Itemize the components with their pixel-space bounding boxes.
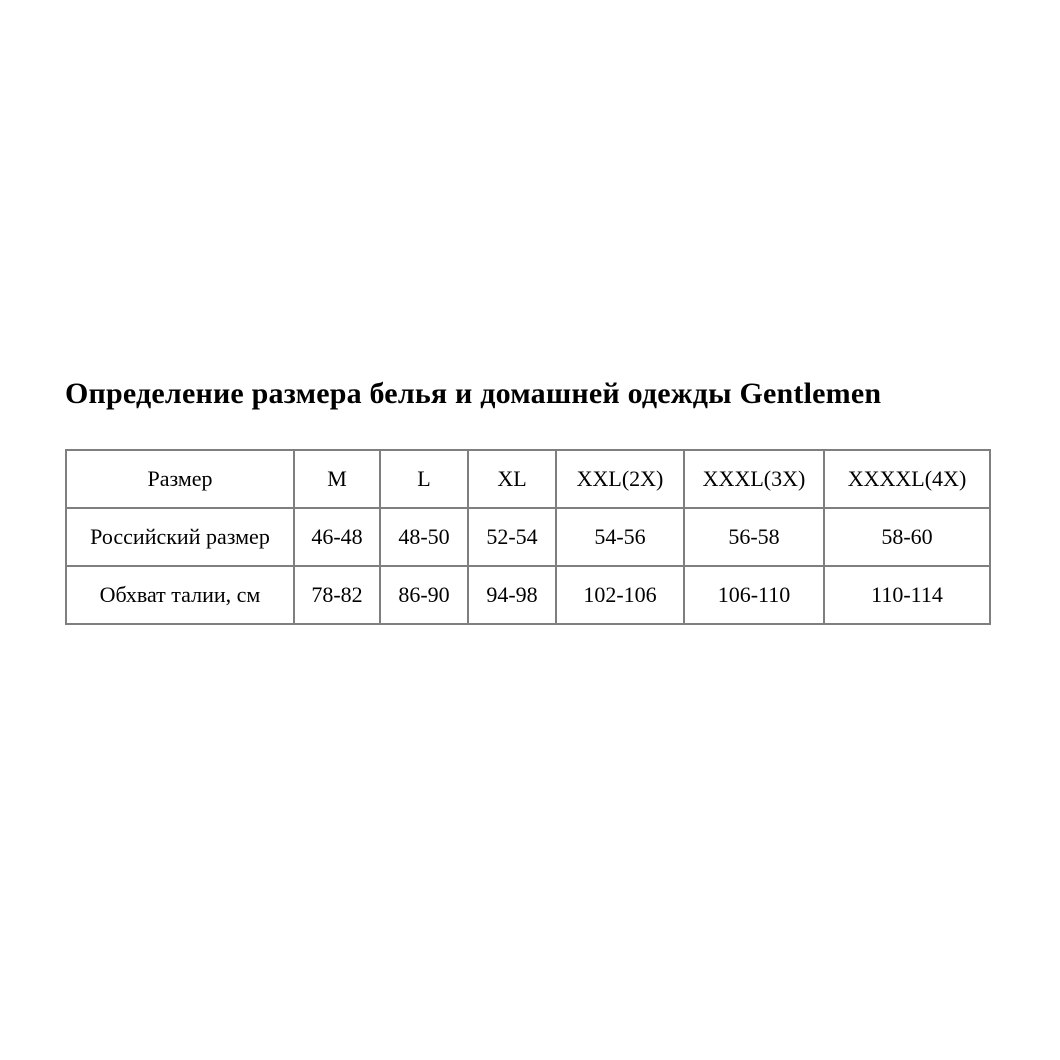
header-cell-2: L <box>380 450 468 508</box>
value-cell: 58-60 <box>824 508 990 566</box>
value-cell: 52-54 <box>468 508 556 566</box>
value-cell: 46-48 <box>294 508 380 566</box>
row-label-cell: Обхват талии, см <box>66 566 294 624</box>
size-table <box>65 449 991 625</box>
value-cell: 78-82 <box>294 566 380 624</box>
value-cell: 56-58 <box>684 508 824 566</box>
table-row-1 <box>66 566 990 624</box>
page-title: Определение размера белья и домашней одежды Gentlemen <box>65 377 882 410</box>
value-cell: 86-90 <box>380 566 468 624</box>
header-cell-0: Размер <box>66 450 294 508</box>
header-cell-5: XXXL(3X) <box>684 450 824 508</box>
value-cell: 94-98 <box>468 566 556 624</box>
value-cell: 102-106 <box>556 566 684 624</box>
value-cell: 48-50 <box>380 508 468 566</box>
header-cell-6: XXXXL(4X) <box>824 450 990 508</box>
header-cell-3: XL <box>468 450 556 508</box>
size-table-header-row <box>66 450 990 508</box>
value-cell: 106-110 <box>684 566 824 624</box>
table-row-0 <box>66 508 990 566</box>
row-label-cell: Российский размер <box>66 508 294 566</box>
size-chart-section <box>65 376 995 625</box>
size-table-body <box>66 508 990 624</box>
header-cell-4: XXL(2X) <box>556 450 684 508</box>
value-cell: 110-114 <box>824 566 990 624</box>
header-cell-1: M <box>294 450 380 508</box>
value-cell: 54-56 <box>556 508 684 566</box>
